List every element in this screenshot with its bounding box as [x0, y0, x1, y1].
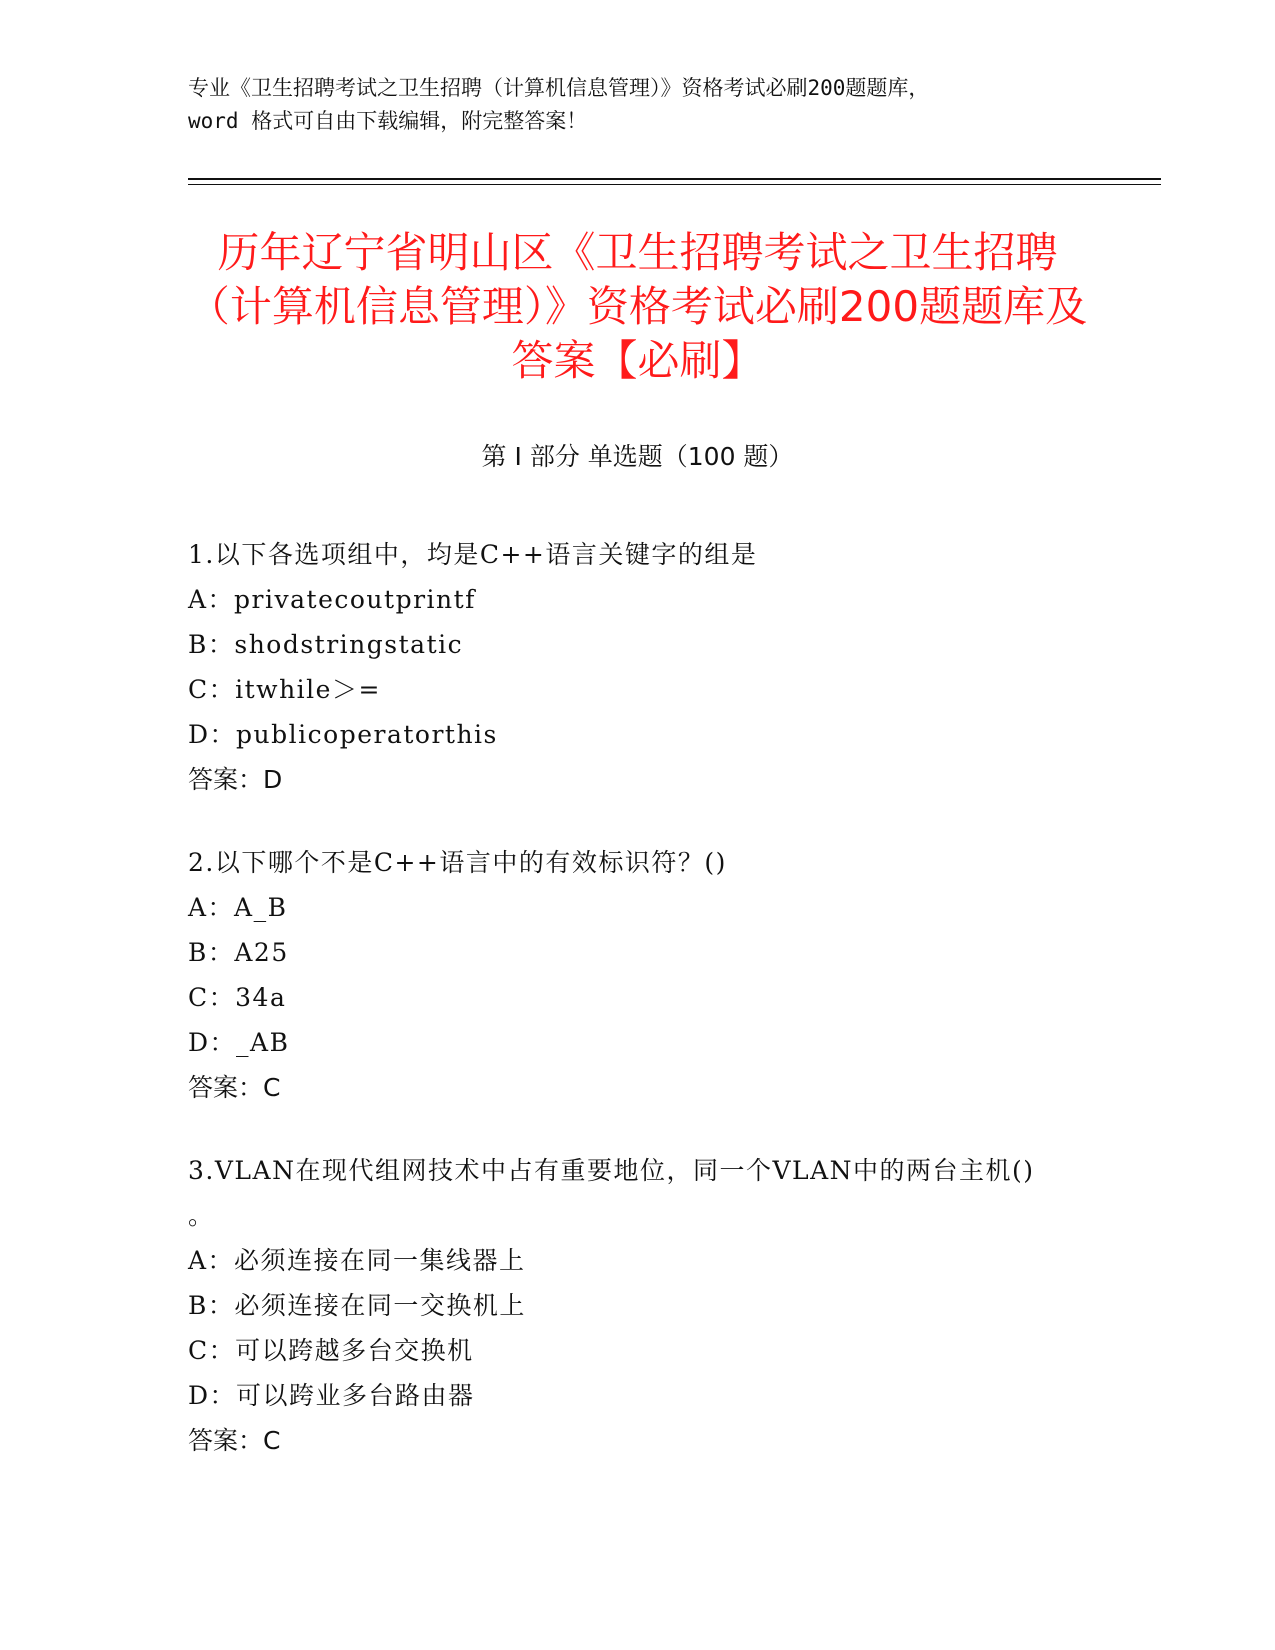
option-c: C：可以跨越多台交换机 — [188, 1336, 474, 1365]
option-a: A：privatecoutprintf — [188, 585, 476, 614]
answer: 答案：C — [188, 1426, 281, 1455]
option-a: A：必须连接在同一集线器上 — [188, 1246, 526, 1275]
option-a: A：A_B — [188, 893, 288, 922]
header-description — [188, 72, 1088, 138]
header-rule-thick — [188, 178, 1161, 180]
answer: 答案：D — [188, 765, 283, 794]
question-3 — [188, 1148, 1088, 1463]
option-c: C：itwhile＞= — [188, 675, 381, 704]
question-stem: 3.VLAN在现代组网技术中占有重要地位，同一个VLAN中的两台主机() 。 — [188, 1156, 1035, 1230]
option-d: D：_AB — [188, 1028, 290, 1057]
header-line-1: 专业《卫生招聘考试之卫生招聘（计算机信息管理）》资格考试必刷200题题库， — [188, 76, 930, 100]
option-c: C：34a — [188, 983, 287, 1012]
header-rule-thin — [188, 184, 1161, 185]
option-d: D：publicoperatorthis — [188, 720, 498, 749]
option-d: D：可以跨业多台路由器 — [188, 1381, 475, 1410]
question-2 — [188, 840, 1088, 1110]
header-line-2: word 格式可自由下载编辑，附完整答案！ — [188, 109, 588, 133]
question-1 — [188, 532, 1088, 802]
question-list — [188, 532, 1088, 1501]
option-b: B：必须连接在同一交换机上 — [188, 1291, 526, 1320]
question-stem: 1.以下各选项组中，均是C++语言关键字的组是 — [188, 540, 758, 569]
option-b: B：shodstringstatic — [188, 630, 464, 659]
question-stem: 2.以下哪个不是C++语言中的有效标识符？() — [188, 848, 727, 877]
section-heading: 第 I 部分 单选题（100 题） — [481, 442, 794, 471]
answer: 答案：C — [188, 1073, 281, 1102]
document-title: 历年辽宁省明山区《卫生招聘考试之卫生招聘（计算机信息管理）》资格考试必刷200题题库及答案【必刷】 — [187, 228, 1088, 385]
option-b: B：A25 — [188, 938, 289, 967]
